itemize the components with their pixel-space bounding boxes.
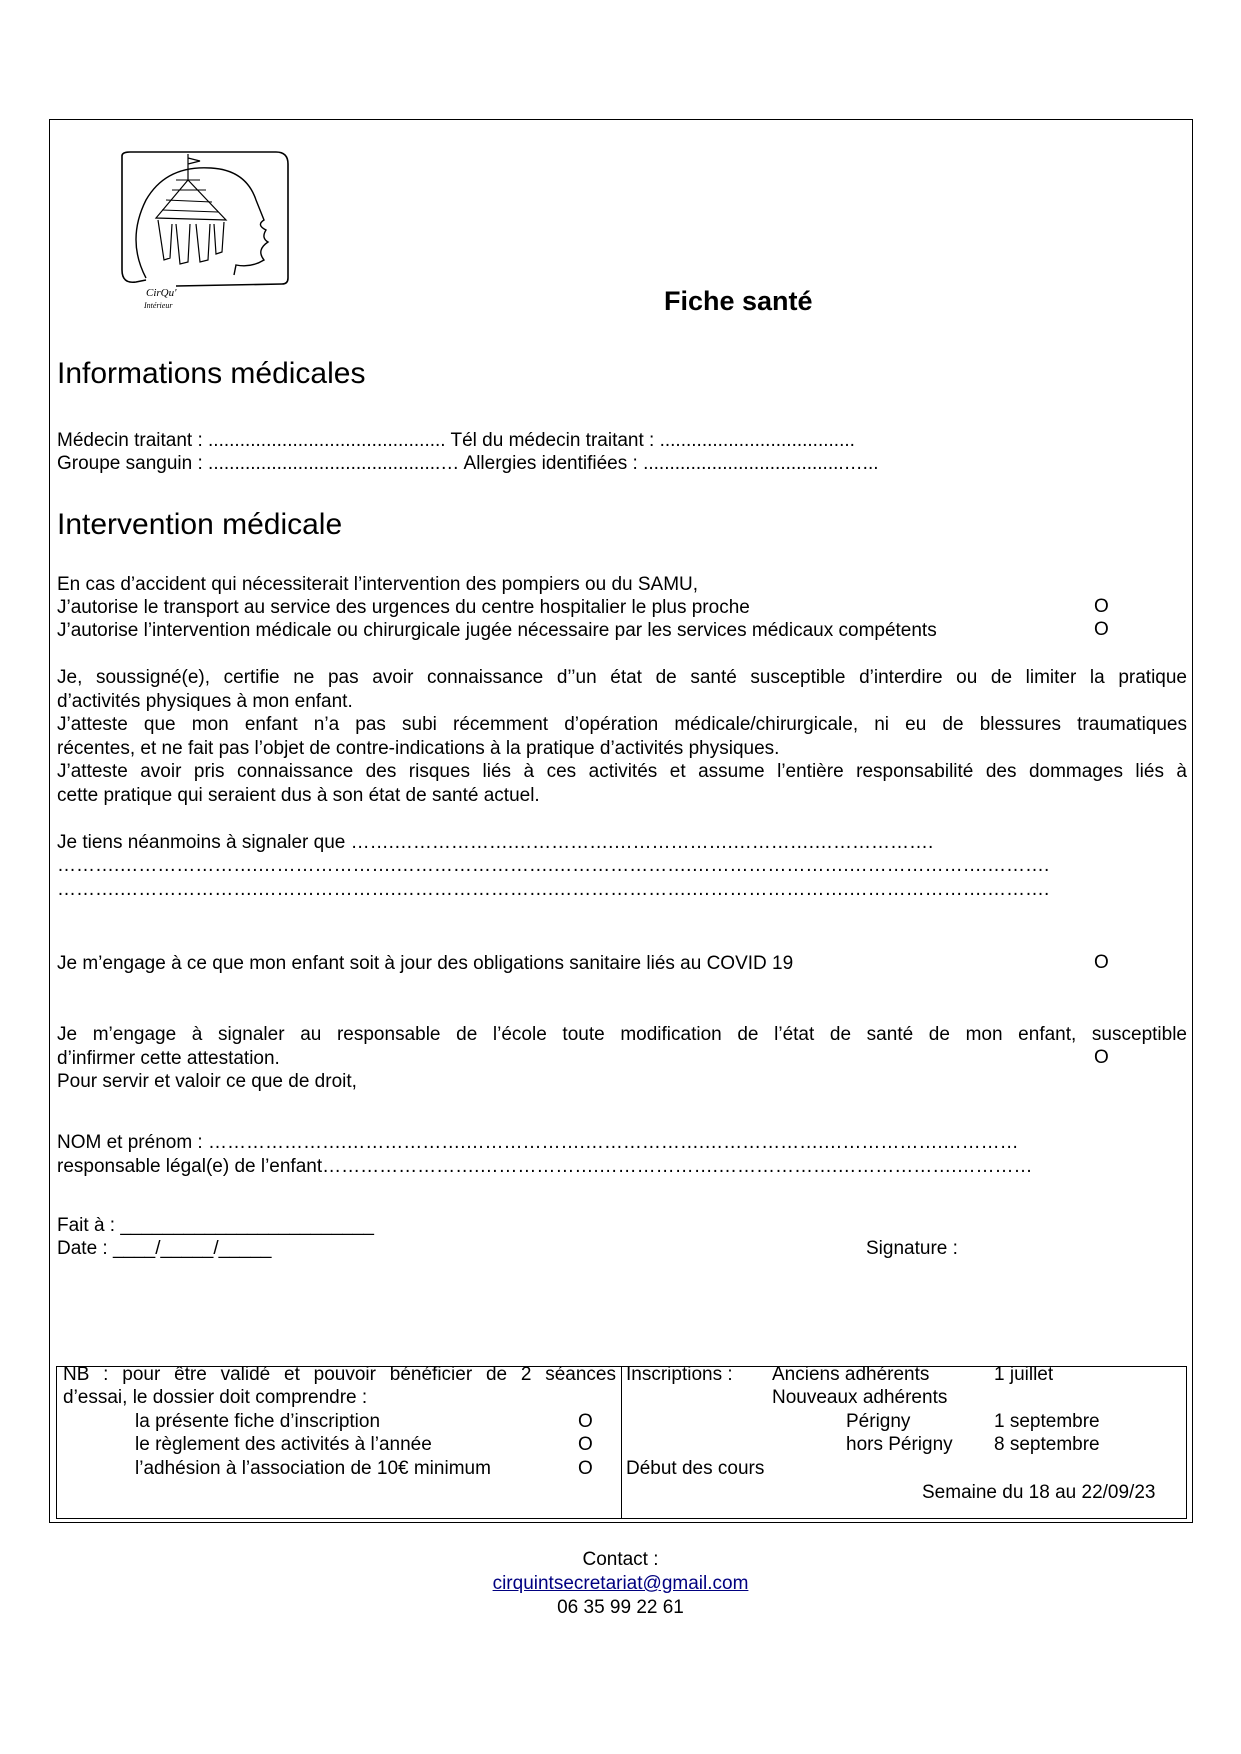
attestation-p1-line1: Je, soussigné(e), certifie ne pas avoir connaissance d’’un état de santé susceptible d’interdire ou de limiter la pratique	[57, 667, 1187, 688]
semaine-label: Semaine du 18 au 22/09/23	[922, 1482, 1156, 1503]
attestation-p2-line1: J’atteste que mon enfant n’a pas subi récemment d’opération médicale/chirurgicale, ni eu de blessures traumatiques	[57, 714, 1187, 735]
place-field[interactable]: Fait à : ________________________	[57, 1215, 374, 1236]
surgery-authorization-label: J’autorise l’intervention médicale ou chirurgicale jugée nécessaire par les services médicaux compétents	[57, 620, 937, 641]
anciens-label: Anciens adhérents	[772, 1364, 930, 1385]
covid-engagement-label: Je m’engage à ce que mon enfant soit à jour des obligations sanitaire liés au COVID 19	[57, 953, 794, 974]
engagement-checkbox[interactable]: O	[1094, 1047, 1109, 1068]
section-heading-medical-info: Informations médicales	[57, 357, 366, 390]
blood-allergies-line[interactable]: Groupe sanguin : ............................................… Allergies identifiées : ......................................…...	[57, 453, 879, 474]
logo-text-line1: CirQu'	[146, 287, 177, 299]
attestation-p1-line2: d’activités physiques à mon enfant.	[57, 691, 353, 712]
transport-authorization-label: J’autorise le transport au service des urgences du centre hospitalier le plus proche	[57, 597, 750, 618]
nb-item-label: la présente fiche d’inscription	[135, 1411, 381, 1432]
contact-label: Contact :	[582, 1549, 659, 1570]
document-frame	[49, 119, 1193, 1523]
nb-item-checkbox[interactable]: O	[578, 1458, 593, 1479]
signature-label: Signature :	[866, 1238, 958, 1259]
attestation-p3-line1: J’atteste avoir pris connaissance des risques liés à ces activités et assume l’entière responsabilité des dommages liés à	[57, 761, 1187, 782]
signal-line3[interactable]: ……….………………….………………….…………………….………………….…………………….………………….……….	[57, 879, 1050, 900]
nb-item-label: l’adhésion à l’association de 10€ minimum	[135, 1458, 491, 1479]
transport-authorization-checkbox[interactable]: O	[1094, 596, 1109, 617]
nb-item-checkbox[interactable]: O	[578, 1434, 593, 1455]
engagement-line2: d’infirmer cette attestation.	[57, 1048, 280, 1069]
engagement-line1: Je m’engage à signaler au responsable de l’école toute modification de l’état de santé de mon enfant, susceptible	[57, 1024, 1187, 1045]
hors-perigny-date: 8 septembre	[994, 1434, 1100, 1455]
perigny-label: Périgny	[846, 1411, 911, 1432]
signal-line1[interactable]: Je tiens néanmoins à signaler que …….……………….…………….……………….………….……………….	[57, 832, 934, 853]
section-heading-intervention: Intervention médicale	[57, 508, 343, 541]
page-title: Fiche santé	[664, 286, 813, 316]
name-field[interactable]: NOM et prénom : ………………….……………….……………….……………….……………….……………….…………	[57, 1132, 1019, 1153]
anciens-date: 1 juillet	[994, 1364, 1054, 1385]
date-field[interactable]: Date : ____/_____/_____	[57, 1238, 272, 1259]
doctor-line[interactable]: Médecin traitant : ............................................. Tél du médecin traitant : .....................................	[57, 430, 855, 451]
logo-text-line2: Intérieur	[144, 301, 173, 310]
debut-cours-label: Début des cours	[626, 1458, 765, 1479]
engagement-line3: Pour servir et valoir ce que de droit,	[57, 1071, 357, 1092]
contact-email-row	[0, 1573, 1241, 1595]
nb-line1: NB : pour être validé et pouvoir bénéficier de 2 séances	[63, 1364, 616, 1385]
guardian-field[interactable]: responsable légal(e) de l’enfant…………………….……………….……………….……………….……………….…………	[57, 1156, 1033, 1177]
contact-email-link[interactable]: cirquintsecretariat@gmail.com	[492, 1573, 749, 1594]
attestation-p2-line2: récentes, et ne fait pas l’objet de contre-indications à la pratique d’activités physiques.	[57, 738, 780, 759]
signal-line2[interactable]: ……….………………….………………….…………………….………………….…………………….………………….……….	[57, 855, 1050, 876]
perigny-date: 1 septembre	[994, 1411, 1100, 1432]
covid-engagement-checkbox[interactable]: O	[1094, 952, 1109, 973]
attestation-p3-line2: cette pratique qui seraient dus à son état de santé actuel.	[57, 785, 540, 806]
nouveaux-label: Nouveaux adhérents	[772, 1387, 948, 1408]
contact-phone: 06 35 99 22 61	[557, 1597, 684, 1618]
inscriptions-label: Inscriptions :	[626, 1364, 733, 1385]
surgery-authorization-checkbox[interactable]: O	[1094, 619, 1109, 640]
nb-table-divider	[621, 1366, 622, 1519]
nb-item-checkbox[interactable]: O	[578, 1411, 593, 1432]
hors-perigny-label: hors Périgny	[846, 1434, 953, 1455]
cirque-interieur-logo	[116, 150, 298, 310]
nb-line2: d’essai, le dossier doit comprendre :	[63, 1387, 368, 1408]
intervention-intro: En cas d’accident qui nécessiterait l’intervention des pompiers ou du SAMU,	[57, 574, 699, 595]
nb-item-label: le règlement des activités à l’année	[135, 1434, 432, 1455]
